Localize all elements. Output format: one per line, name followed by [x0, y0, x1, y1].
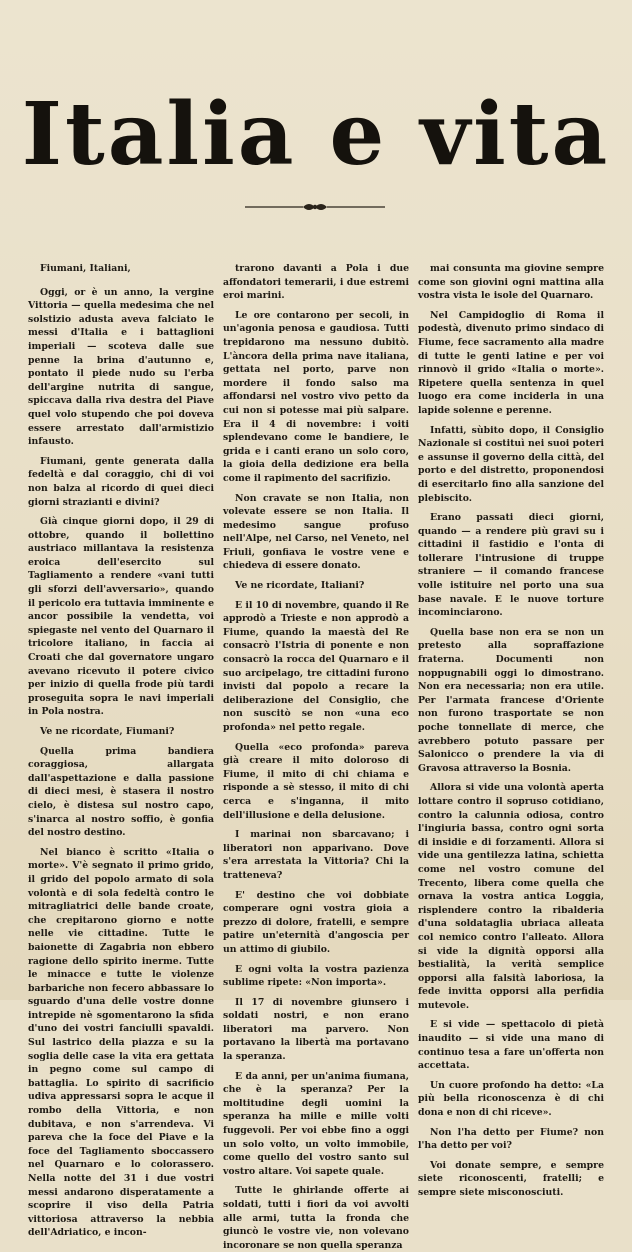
article-paragraph: E' destino che voi dobbiate comperare ogni vostra gioia a prezzo di dolore, fratelli, e sempre patire un'eternità d'angoscia per un attimo di giubilo. — [223, 889, 409, 955]
article-paragraph: Quella «eco profonda» pareva già creare il mito doloroso di Fiume, il mito di chi chiama e risponde a sè stesso, il mito di chi cerca e s'inganna, il mito dell'illusione e della delusione. — [223, 741, 409, 821]
article-paragraph: Ve ne ricordate, Italiani? — [235, 580, 365, 592]
article-paragraph: Allora si vide una volontà aperta lottare contro il sopruso cotidiano, contro la calunnia odiosa, contro l'ingiuria bassa, contro ogni sorta di insidie e di forzamenti. Allora si vide una gentilezza latina, schietta come nel vostro comune del Trecento, libera come quella che ornava la vostra antica Loggia, risplendere contro la ribalderia d'una soldataglia ubriaca alleata col nemico contro l'alleato. Allora si vide la dignità opporsi alla bestialità, la verità semplice opporsi alla falsità laboriosa, la fede invitta opporsi alla perfidia mutevole. — [418, 782, 604, 1011]
article-paragraph: Nel bianco è scritto «Italia o morte». V'è segnato il primo grido, il grido del popolo armato di sola volontà e di sola fedeltà contro le mitragliatrici delle bande croate, che crepitarono giorno e notte nelle vie cittadine. Tutte le baionette di Zagabria non ebbero ragione dello spirito inerme. Tutte le minacce e tutte le violenze barbariche non fecero abbassare lo sguardo d'una delle vostre donne intrepide nè sgomentarono la sfida d'uno dei vostri fanciulli spavaldi. Sul lastrico della piazza e su la soglia delle case la vita era gettata in pegno come sul campo di battaglia. Lo spirito di sacrificio udiva appressarsi sopra le acque il rombo della Vittoria, e non dubitava, e non s'arrendeva. Vi pareva che la foce del Piave e la foce del Tagliamento sboccassero nel Quarnaro e lo colorassero. Nella notte del 31 i due vostri messi andarono disperatamente a scoprire il viso della Patria vittoriosa attraverso la nebbia dell'Adriatico, e incon- — [28, 846, 214, 1239]
article-paragraph: Voi donate sempre, e sempre siete riconoscenti, fratelli; e sempre siete misconosciuti. — [418, 1159, 604, 1198]
article-paragraph: Nel Campidoglio di Roma il podestà, divenuto primo sindaco di Fiume, fece sacramento alla madre di tutte le genti latine e per voi rinnovò il grido «Italia o morte». Ripetere quella sentenza in quel luogo era come inciderla in una lapide solenne e perenne. — [418, 309, 604, 416]
article-column-2 — [223, 262, 409, 1251]
article-paragraph: E da anni, per un'anima fiumana, che è la speranza? Per la moltitudine degli uomini la speranza ha mille e mille volti fuggevoli. Per voi ebbe fino a oggi un solo volto, un volto immobile, come quello del vostro santo sul vostro altare. Voi sapete quale. — [223, 1070, 409, 1177]
article-paragraph: Erano passati dieci giorni, quando — a rendere più gravi su i cittadini il fastidio e l'onta di tollerare l'intrusione di truppe straniere — il comando francese volle istituire nel porto una sua base navale. E le nuove torture incominciarono. — [418, 512, 604, 619]
article-paragraph: I marinai non sbarcavano; i liberatori non apparivano. Dove s'era arrestata la Vittoria? Chi la tratteneva? — [223, 829, 409, 881]
article-paragraph: E si vide — spettacolo di pietà inaudito — si vide una mano di continuo tesa a fare un'offerta non accettata. — [418, 1019, 604, 1072]
article-paragraph: Le ore contarono per secoli, in un'agonia penosa e gaudiosa. Tutti trepidarono ma nessuno dubitò. L'àncora della prima nave italiana, gettata nel porto, parve non mordere il fondo salso ma affondarsi nel vostro vivo petto da cui non si potesse mai più salpare. Era il 4 di novembre: i voiti splendevano come le bandiere, le grida e i canti erano un solo coro, la gioia della dedizione era bella come il rapimento del sacrifizio. — [223, 309, 409, 484]
article-paragraph: Non cravate se non Italia, non volevate essere se non Italia. Il medesimo sangue profuso nell'Alpe, nel Carso, nel Veneto, nel Friuli, gonfiava le vostre vene e chiedeva di essere donato. — [223, 492, 409, 572]
article-paragraph: Quella base non era se non un pretesto alla sopraffazione fraterna. Documenti non noppugnabili oggi lo dimostrano. Non era necessaria; non era utile. Per l'armata francese d'Oriente non furono trasportate se non poche tonnellate di merce, che avrebbero potuto passare per Salonicco o prendere la via di Gravosa attraverso la Bosnia. — [418, 626, 604, 774]
article-column-3 — [418, 262, 604, 1198]
article-paragraph: Fiumani, gente generata dalla fedeltà e dal coraggio, chi di voi non balza al ricordo di quei dieci giorni strazianti e divini? — [28, 455, 214, 508]
article-paragraph: Infatti, sùbito dopo, il Consiglio Nazionale si costituì nei suoi poteri e assunse il governo della città, del porto e del distretto, proponendosi di esercitarlo fino alla sanzione del plebiscito. — [418, 424, 604, 504]
article-paragraph: Il 17 di novembre giunsero i soldati nostri, e non erano liberatori ma parvero. Non portavano la libertà ma portavano la speranza. — [223, 996, 409, 1063]
article-paragraph: mai consunta ma giovine sempre come son giovini ogni mattina alla vostra vista le isole del Quarnaro. — [418, 263, 604, 302]
article-paragraph: Fiumani, Italiani, — [40, 263, 131, 274]
masthead-title: Italia e vita — [21, 84, 611, 185]
article-paragraph: Già cinque giorni dopo, il 29 di ottobre, quando il bollettino austriaco millantava la resistenza eroica dell'esercito sul Tagliamento a rendere «vani tutti gli sforzi dell'avversario», quando il pericolo era tuttavia imminente e ancor possibile la vendetta, voi spiegaste nel vento del Quarnaro il tricolore italiano, in faccia ai Croati che dal governatore ungaro avevano ricevuto il potere civico per inizio di quella frode più tardi proseguita sopra le navi imperiali in Pola nostra. — [28, 516, 214, 718]
article-column-1 — [28, 262, 214, 1239]
article-paragraph: E ogni volta la vostra pazienza sublime ripete: «Non importa». — [223, 963, 409, 989]
article-paragraph: Ve ne ricordate, Fiumani? — [40, 726, 175, 737]
article-paragraph: Oggi, or è un anno, la vergine Vittoria — quella medesima che nel solstizio adusta aveva falciato le messi d'Italia e i battaglioni imperiali — scoteva dalle sue penne la brina d'autunno e, pontato il piede nudo su l'erba dell'argine nutrita di sangue, spiccava dalla riva destra del Piave quel volo stupendo che poi doveva essere arrestato dall'armistizio infausto. — [28, 286, 214, 448]
article-paragraph: Quella prima bandiera coraggiosa, allargata dall'aspettazione e dalla passione di dieci mesi, è stasera il nostro cielo, è distesa sul nostro capo, s'inarca al nostro soffio, è gonfia del nostro destino. — [28, 745, 214, 839]
article-paragraph: E il 10 di novembre, quando il Re approdò a Trieste e non approdò a Fiume, quando la maestà del Re consacrò l'Istria di ponente e non consacrò la rocca del Quarnaro e il suo arcipelago, tre cittadini furono invisti dal popolo a recare la deliberazione del Consiglio, che non suscitò se non «una eco profonda» nel petto regale. — [223, 599, 409, 733]
article-paragraph: trarono davanti a Pola i due affondatori temerarii, i due estremi eroi marini. — [223, 263, 409, 302]
ornament-rule — [245, 200, 385, 214]
article-paragraph: Tutte le ghirlande offerte ai soldati, tutti i fiori da voi avvolti alle armi, tutta la fronda che giuncò le vostre vie, non volevano incoronare se non quella speranza — [223, 1185, 409, 1251]
article-paragraph: Non l'ha detto per Fiume? non l'ha detto per voi? — [418, 1126, 604, 1152]
article-paragraph: Un cuore profondo ha detto: «La più bella riconoscenza è di chi dona e non di chi riceve». — [418, 1079, 604, 1119]
article-columns — [28, 262, 606, 1251]
